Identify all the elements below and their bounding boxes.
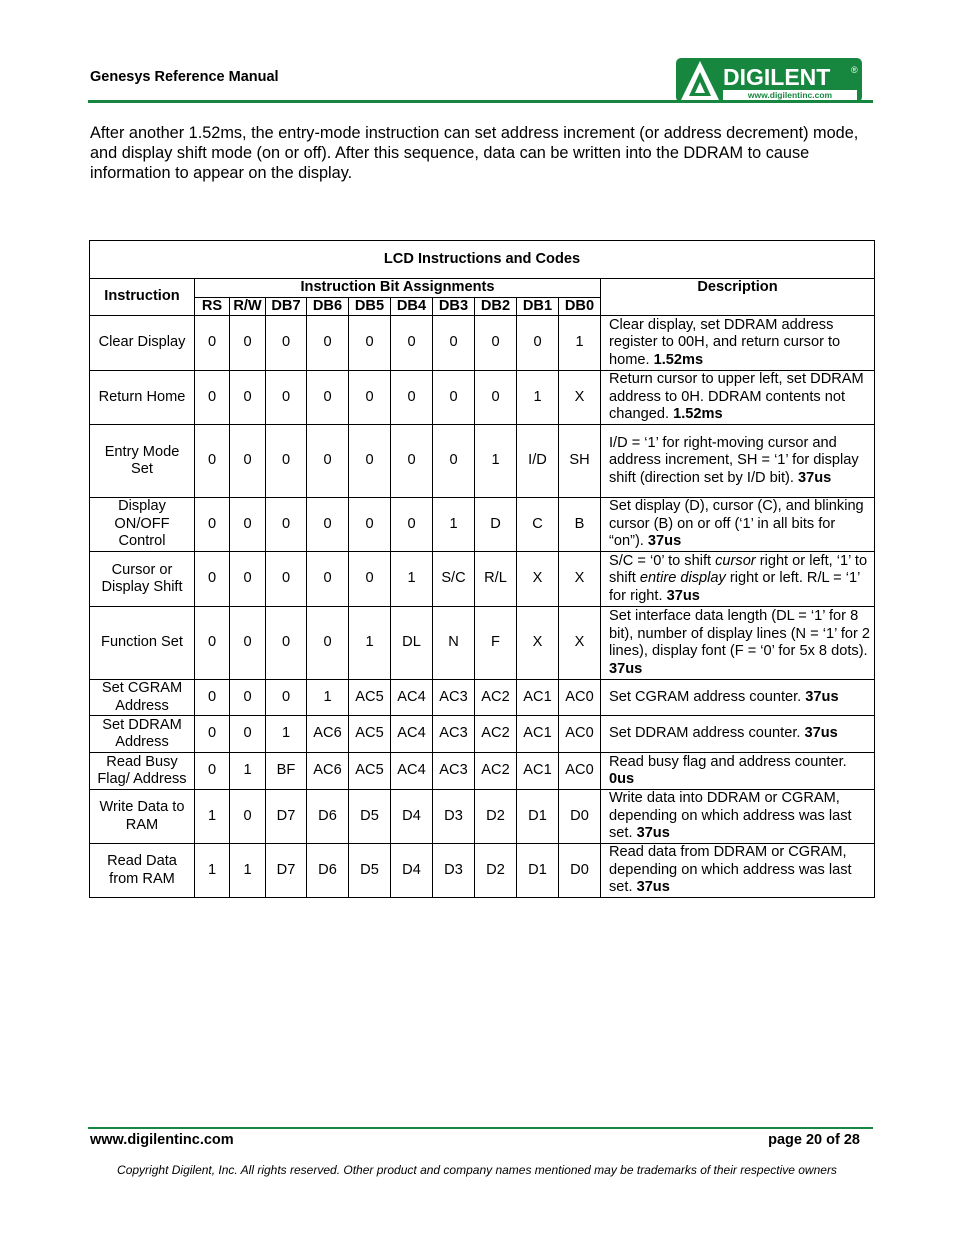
table-row (90, 680, 875, 716)
description-cell (601, 790, 875, 844)
bit-cell: 1 (475, 425, 517, 498)
bit-cell: 0 (266, 498, 307, 552)
description-cell (601, 498, 875, 552)
bit-cell: 0 (195, 753, 230, 790)
timing-value: 37us (804, 725, 838, 742)
instruction-name: Set DDRAM Address (90, 716, 195, 753)
bit-header: DB5 (349, 297, 391, 316)
bit-cell: 0 (230, 552, 266, 607)
bit-cell: 0 (433, 316, 475, 371)
instruction-name: Read Busy Flag/ Address (90, 753, 195, 790)
description-text: Write data into DDRAM or CGRAM, depending on which address was last set. (609, 790, 852, 842)
instruction-header: Instruction (90, 279, 195, 316)
bit-cell: AC0 (559, 753, 601, 790)
bit-cell: AC3 (433, 716, 475, 753)
bit-cell: F (475, 607, 517, 680)
bit-header: RS (195, 297, 230, 316)
bit-header: DB0 (559, 297, 601, 316)
bit-cell: 0 (230, 425, 266, 498)
table-row (90, 790, 875, 844)
table-row (90, 716, 875, 753)
header-rule (88, 100, 873, 103)
description-cell (601, 371, 875, 425)
page-number: page 20 of 28 (768, 1132, 860, 1148)
bit-cell: AC0 (559, 680, 601, 716)
table-row (90, 316, 875, 371)
bit-cell: D3 (433, 844, 475, 898)
timing-value: 37us (636, 879, 670, 896)
description-text: cursor (715, 552, 756, 569)
bit-cell: D (475, 498, 517, 552)
bit-cell: AC3 (433, 680, 475, 716)
description-cell (601, 753, 875, 790)
description-text: entire display (639, 570, 726, 587)
bit-header: DB2 (475, 297, 517, 316)
bit-cell: 0 (349, 425, 391, 498)
bit-cell: AC1 (517, 680, 559, 716)
bit-cell: AC4 (391, 753, 433, 790)
bit-cell: D6 (307, 844, 349, 898)
header-title: Genesys Reference Manual (90, 69, 279, 85)
bit-cell: 1 (266, 716, 307, 753)
bit-cell: 0 (517, 316, 559, 371)
bit-cell: BF (266, 753, 307, 790)
table-title: LCD Instructions and Codes (90, 241, 875, 279)
bit-cell: S/C (433, 552, 475, 607)
table-row (90, 607, 875, 680)
bit-cell: 1 (559, 316, 601, 371)
bit-cell: AC0 (559, 716, 601, 753)
bit-cell: 0 (391, 316, 433, 371)
logo-registered-mark: ® (851, 65, 858, 75)
bit-cell: D7 (266, 790, 307, 844)
description-text: Set display (D), cursor (C), and blinking cursor (B) on or off (‘1’ in all bits for “on”). (609, 498, 864, 550)
description-cell (601, 844, 875, 898)
bit-cell: 1 (433, 498, 475, 552)
bit-header: R/W (230, 297, 266, 316)
bit-cell: D6 (307, 790, 349, 844)
bit-cell: 0 (433, 425, 475, 498)
timing-value: 37us (609, 660, 643, 677)
bit-cell: 0 (349, 498, 391, 552)
footer-rule (88, 1127, 873, 1129)
bit-cell: 0 (195, 371, 230, 425)
bit-cell: D0 (559, 790, 601, 844)
bit-cell: 0 (391, 425, 433, 498)
bit-cell: D5 (349, 844, 391, 898)
bit-cell: 0 (195, 716, 230, 753)
timing-value: 0us (609, 771, 635, 787)
bit-cell: 0 (349, 552, 391, 607)
bit-cell: D4 (391, 844, 433, 898)
bit-cell: C (517, 498, 559, 552)
instruction-name: Cursor or Display Shift (90, 552, 195, 607)
description-text: I/D = ‘1’ for right-moving cursor and address increment, SH = ‘1’ for display shift (direction set by I/D bit). (609, 434, 859, 486)
bit-cell: 0 (391, 371, 433, 425)
bit-cell: X (559, 371, 601, 425)
description-text: Set DDRAM address counter. (609, 725, 805, 742)
bit-cell: 1 (195, 844, 230, 898)
bit-cell: 0 (307, 316, 349, 371)
bit-cell: 0 (475, 371, 517, 425)
table-row (90, 844, 875, 898)
bit-cell: 0 (391, 498, 433, 552)
description-cell (601, 316, 875, 371)
instruction-name: Write Data to RAM (90, 790, 195, 844)
bit-cell: 0 (475, 316, 517, 371)
description-text: Clear display, set DDRAM address register to 00H, and return cursor to home. (609, 316, 841, 368)
table-row (90, 498, 875, 552)
digilent-logo (675, 57, 863, 103)
table-row (90, 552, 875, 607)
description-text: Read data from DDRAM or CGRAM, depending on which address was last set. (609, 844, 852, 896)
description-text: Set CGRAM address counter. (609, 688, 806, 705)
description-cell (601, 552, 875, 607)
table-row (90, 371, 875, 425)
bit-cell: AC1 (517, 716, 559, 753)
bit-cell: D2 (475, 844, 517, 898)
bit-cell: 1 (517, 371, 559, 425)
timing-value: 1.52ms (673, 406, 723, 423)
bit-cell: X (517, 607, 559, 680)
bit-cell: 0 (195, 425, 230, 498)
bit-cell: 1 (349, 607, 391, 680)
logo-url-text: www.digilentinc.com (747, 90, 833, 100)
instruction-name: Entry Mode Set (90, 425, 195, 498)
intro-paragraph: After another 1.52ms, the entry-mode instruction can set address increment (or address decrement) mode, and display shift mode (on or off). After this sequence, data can be written into the DDRAM to cause information to appear on the display. (90, 124, 859, 182)
bit-cell: AC2 (475, 753, 517, 790)
timing-value: 1.52ms (653, 351, 704, 368)
bit-cell: 0 (195, 316, 230, 371)
description-text: Return cursor to upper left, set DDRAM address to 0H. DDRAM contents not changed. (609, 371, 864, 423)
bit-cell: 0 (349, 316, 391, 371)
bit-cell: 1 (307, 680, 349, 716)
bit-cell: D4 (391, 790, 433, 844)
bit-cell: I/D (517, 425, 559, 498)
bit-cell: 0 (195, 552, 230, 607)
bit-cell: D0 (559, 844, 601, 898)
bit-cell: D5 (349, 790, 391, 844)
bit-cell: 0 (230, 316, 266, 371)
lcd-instructions-table (89, 240, 875, 898)
bit-cell: D7 (266, 844, 307, 898)
bit-cell: 1 (195, 790, 230, 844)
bit-cell: N (433, 607, 475, 680)
bit-cell: AC1 (517, 753, 559, 790)
copyright-notice: Copyright Digilent, Inc. All rights reserved. Other product and company names mentioned may be trademarks of their respective owners (117, 1163, 837, 1177)
instruction-name: Display ON/OFF Control (90, 498, 195, 552)
timing-value: 37us (647, 533, 682, 550)
bit-cell: AC6 (307, 753, 349, 790)
bit-cell: SH (559, 425, 601, 498)
bit-cell: 0 (230, 371, 266, 425)
description-header: Description (601, 279, 875, 316)
bit-header: DB7 (266, 297, 307, 316)
bit-cell: 0 (266, 316, 307, 371)
description-text: right or left. R/L = ‘1’ for right. (609, 570, 860, 604)
bit-cell: B (559, 498, 601, 552)
bit-cell: AC2 (475, 716, 517, 753)
bit-cell: 1 (230, 844, 266, 898)
bit-cell: 1 (230, 753, 266, 790)
timing-value: 37us (666, 587, 700, 604)
bit-cell: D3 (433, 790, 475, 844)
bit-cell: DL (391, 607, 433, 680)
bit-cell: AC5 (349, 680, 391, 716)
bit-cell: AC3 (433, 753, 475, 790)
description-cell (601, 680, 875, 716)
table-row (90, 753, 875, 790)
bit-cell: 0 (307, 371, 349, 425)
bit-cell: 0 (266, 607, 307, 680)
bit-cell: X (517, 552, 559, 607)
bit-cell: 0 (230, 680, 266, 716)
assignments-header: Instruction Bit Assignments (195, 279, 601, 298)
bit-header: DB1 (517, 297, 559, 316)
bit-cell: AC4 (391, 680, 433, 716)
description-text: S/C = ‘0’ to shift (609, 552, 716, 569)
instruction-name: Clear Display (90, 316, 195, 371)
bit-cell: X (559, 552, 601, 607)
bit-cell: R/L (475, 552, 517, 607)
instruction-name: Set CGRAM Address (90, 680, 195, 716)
bit-cell: 0 (266, 371, 307, 425)
bit-cell: X (559, 607, 601, 680)
timing-value: 37us (805, 688, 839, 705)
bit-cell: 0 (266, 425, 307, 498)
instruction-name: Read Data from RAM (90, 844, 195, 898)
instruction-name: Return Home (90, 371, 195, 425)
timing-value: 37us (797, 469, 832, 486)
bit-cell: 0 (195, 498, 230, 552)
bit-cell: 0 (230, 498, 266, 552)
description-text: right or left, ‘1’ to shift (609, 552, 868, 587)
bit-cell: 0 (433, 371, 475, 425)
footer-url: www.digilentinc.com (90, 1132, 234, 1148)
bit-cell: AC6 (307, 716, 349, 753)
bit-cell: AC5 (349, 753, 391, 790)
table-row (90, 425, 875, 498)
bit-header: DB3 (433, 297, 475, 316)
bit-cell: 0 (266, 680, 307, 716)
bit-cell: 0 (307, 552, 349, 607)
bit-cell: AC5 (349, 716, 391, 753)
bit-cell: 0 (195, 607, 230, 680)
bit-cell: 0 (230, 790, 266, 844)
bit-cell: 0 (195, 680, 230, 716)
bit-cell: 0 (230, 716, 266, 753)
bit-cell: D2 (475, 790, 517, 844)
bit-cell: D1 (517, 790, 559, 844)
bit-cell: 1 (391, 552, 433, 607)
description-cell (601, 607, 875, 680)
logo-brand-text: DIGILENT (723, 64, 831, 90)
description-cell (601, 425, 875, 498)
description-text: Set interface data length (DL = ‘1’ for 8 bit), number of display lines (N = ‘1’ for 2 lines), display font (F = ‘0’ for 5x 8 dots). (609, 608, 871, 659)
timing-value: 37us (636, 825, 670, 842)
bit-header: DB6 (307, 297, 349, 316)
bit-cell: 0 (349, 371, 391, 425)
instruction-name: Function Set (90, 607, 195, 680)
bit-cell: 0 (230, 607, 266, 680)
description-text: Read busy flag and address counter. (609, 753, 847, 770)
bit-cell: 0 (307, 498, 349, 552)
table-body (90, 316, 875, 898)
description-cell (601, 716, 875, 753)
bit-cell: 0 (307, 607, 349, 680)
bit-cell: D1 (517, 844, 559, 898)
bit-cell: 0 (307, 425, 349, 498)
bit-cell: 0 (266, 552, 307, 607)
bit-header: DB4 (391, 297, 433, 316)
bit-cell: AC2 (475, 680, 517, 716)
bit-cell: AC4 (391, 716, 433, 753)
